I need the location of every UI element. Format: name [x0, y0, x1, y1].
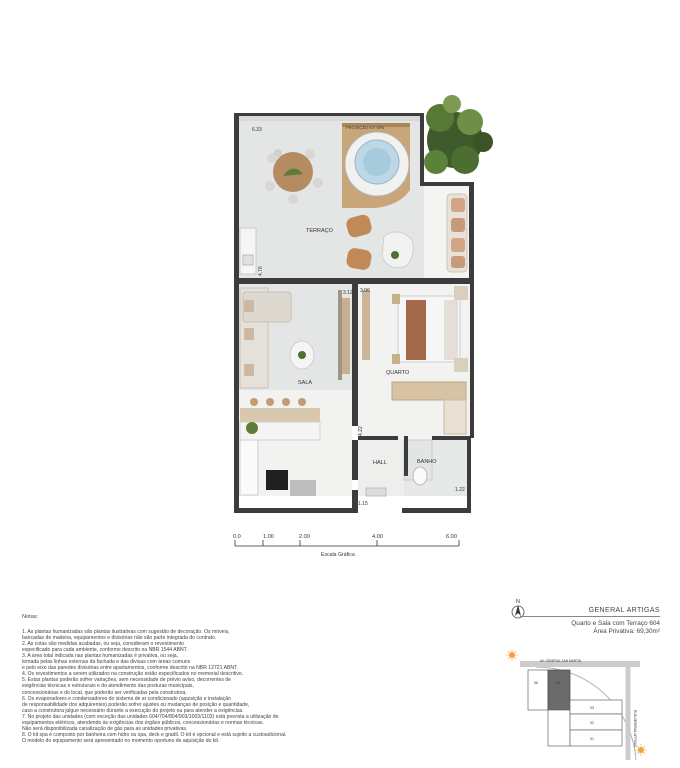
room-label-bedroom: QUARTO [386, 370, 410, 376]
unit-area: Área Privativa: 69,30m² [593, 627, 660, 635]
note-line: 6. Os evaporadores e condensadores do sistema de ar condicionado (aquisição e instalação [22, 695, 231, 702]
notes-title: Notas: [22, 614, 39, 620]
planter [424, 95, 493, 174]
note-line: caso a construtora julgue necessário durante a execução do projeto ou para atender a exigências. [22, 707, 244, 714]
dimension-2: 4.76 [258, 266, 264, 276]
divider [520, 616, 660, 617]
cooktop [266, 470, 288, 490]
bed [392, 294, 460, 364]
dimension-5: 4.22 [358, 426, 364, 436]
tv-unit [342, 298, 350, 374]
wardrobe [392, 382, 466, 400]
note-line: 4. Os revestimentos a serem utilizados na construção estão especificados no memorial descritivo. [22, 671, 244, 678]
key-unit-highlight [548, 670, 570, 710]
key-unit-01: 01 [590, 737, 594, 741]
note-line: 8. O kit spa é composto por banheira com hidro ou spa, deck e gradil. O kit é opcional e está sujeito a custoadicional. [22, 731, 287, 738]
scale-tick-2: 2.00 [299, 534, 310, 540]
street-top-label: AV. GENERAL SAN MARTIN [540, 659, 582, 663]
scale-bar [233, 534, 459, 558]
note-line: 1. As plantas humanizadas são plantas ilustrativas com sugestão de decoração. Os móveis, [22, 629, 230, 636]
note-line: e pelo eixo das paredes divisórias entre apartamentos, conforme descrito na NBR 12721 ABNT. [22, 665, 239, 672]
toilet [413, 467, 427, 485]
note-line: O modelo do equipamento será apresentado no momento oportuno de aquisição do kit. [22, 737, 220, 744]
notes-block [22, 614, 322, 744]
spa-projection-label: PROJEÇÃO KIT SPA [346, 125, 385, 130]
note-line: 5. Estas plantas poderão sofrer variações, sem necessidade de prévio aviso, decorrentes de [22, 677, 231, 684]
room-label-living: SALA [298, 380, 313, 386]
room-label-hall: HALL [373, 460, 387, 466]
dimension-1: 6.33 [252, 127, 262, 133]
kitchen-counter [240, 408, 320, 422]
note-line: concessionárias e do local, que poderão ser verificadas pela construtora. [22, 689, 187, 696]
room-label-bathroom: BANHO [417, 459, 437, 465]
key-unit-02: 02 [590, 721, 594, 725]
terrace-counter [240, 228, 256, 274]
scale-tick-1: 1.00 [263, 534, 274, 540]
unit-info [520, 607, 660, 635]
north-label: N [516, 599, 520, 605]
dimension-6: 1.22 [455, 487, 465, 493]
street-right-label: RUA GENERAL ARTIGAS [633, 710, 637, 748]
key-plan [506, 649, 647, 760]
note-line: Não será disponibilizada canalização de gás para as unidades privativas. [22, 725, 188, 732]
note-line: bancadas de madeira, equipamentos e divisórias não são parte integrada do contrato. [22, 635, 217, 642]
scale-caption: Escala Gráfica [321, 552, 355, 558]
note-line: de responsabilidade dos adquirentes) poderão sofrer ajustes ou mudanças de posição e quantidade, [22, 701, 250, 708]
dimension-7: 1.15 [358, 501, 368, 507]
notes-lines [22, 629, 322, 744]
sun-icon [506, 649, 518, 661]
note-line: 2. As cotas são medidas acabadas, ou seja, consideram o revestimento [22, 641, 184, 648]
terrace-sofa [447, 194, 467, 272]
note-line: especificado para cada ambiente, conforme descrito na NBR 1544 ABNT. [22, 647, 188, 654]
building-name: GENERAL ARTIGAS [588, 607, 660, 614]
scale-tick-4: 6.00 [446, 534, 457, 540]
note-line: tomada pelas linhas externas da fachada e das divisas com áreas comuns [22, 659, 191, 666]
dimension-4: 3.06 [360, 288, 370, 294]
scale-tick-3: 4.00 [372, 534, 383, 540]
living-area [238, 284, 352, 496]
scale-tick-0: 0.0 [233, 534, 241, 540]
sink [366, 488, 386, 496]
key-unit-03: 03 [590, 706, 594, 710]
terrace-area [238, 95, 493, 278]
note-line: exigências técnicas e estruturais e do atendimento das posturas municipais, [22, 683, 194, 690]
note-line: equipamentos elétricos, atendendo às exigências dos órgãos públicos, concessionárias e normas técnicas. [22, 719, 264, 726]
note-line: 7. No projeto das unidades (com exceção das unidades 604/704/804/903/1003/1103) está prevista a utilização de [22, 713, 279, 720]
note-line: 3. A área total indicada nas plantas humanizadas é privativa, ou seja, [22, 653, 179, 660]
dimension-3: 3.12 [343, 290, 353, 296]
key-unit-06: 06 [534, 681, 538, 685]
key-unit-04: 04 [556, 681, 560, 685]
room-label-terrace: TERRAÇO [306, 228, 333, 234]
unit-type: Quarto e Sala com Terraço 604 [571, 620, 660, 628]
fridge [240, 440, 258, 495]
